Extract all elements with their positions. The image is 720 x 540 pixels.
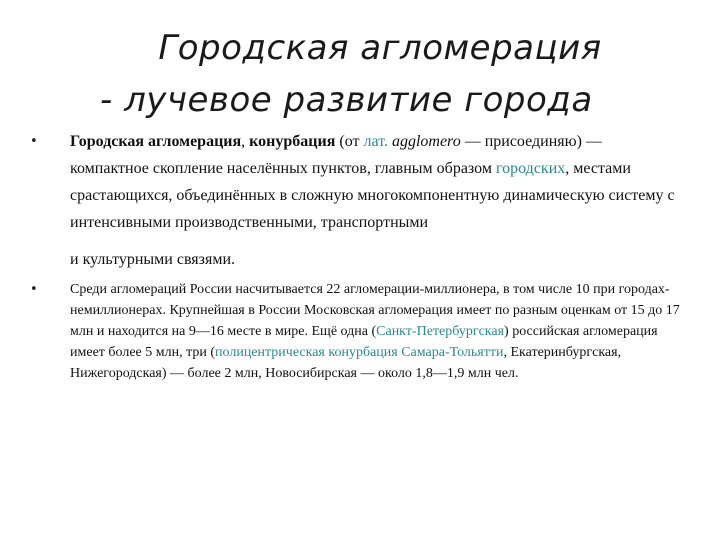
slide-title <box>40 22 720 126</box>
bullet-list <box>30 128 680 384</box>
statistics-text-1: Среди агломераций России насчитывается 22 агломерации-миллионера, в том числе 10 при городах-немиллионерах. Крупнейшая в России Московская агломерация имеет по разным оценкам от 15 до 17 млн и находится на 9—16 месте в мире. Ещё одна ( <box>70 282 680 339</box>
term-agglomeration: Городская агломерация <box>70 133 242 150</box>
bullet-item-definition <box>30 128 680 273</box>
latin-link[interactable]: лат. <box>363 133 388 150</box>
bullet-dot-icon: • <box>30 282 38 297</box>
samara-togliatti-link[interactable]: полицентрическая конурбация Самара-Тольятти <box>215 345 504 360</box>
definition-text: — присоединяю) — компактное скопление населённых пунктов, главным образом <box>70 133 602 177</box>
statistics-text-3: , Екатеринбургская, Нижегородская) — более 2 млн, Новосибирская — около 1,8—1,9 млн чел. <box>70 345 622 381</box>
latin-word: agglomero <box>391 133 461 150</box>
cities-link[interactable]: городских <box>495 160 566 177</box>
statistics-text-2: ) российская агломерация имеет более 5 млн, три ( <box>70 324 658 360</box>
title-line-2: - лучевое развитие города <box>100 80 593 120</box>
bullet-item-statistics <box>30 279 680 384</box>
comma: , <box>241 133 246 150</box>
title-line-1: Городская агломерация <box>158 28 602 68</box>
term-conurbation: конурбация <box>249 133 336 150</box>
bullet-dot-icon: • <box>30 134 38 149</box>
spb-link[interactable]: Санкт-Петербургская <box>376 324 505 339</box>
definition-last-line: и культурными связями. <box>70 251 236 268</box>
open-paren-text: (от <box>335 133 364 150</box>
definition-rest: , местами срастающихся, объединённых в сложную многокомпонентную динамическую систему с интенсивными производственными, транспортными <box>70 160 675 231</box>
